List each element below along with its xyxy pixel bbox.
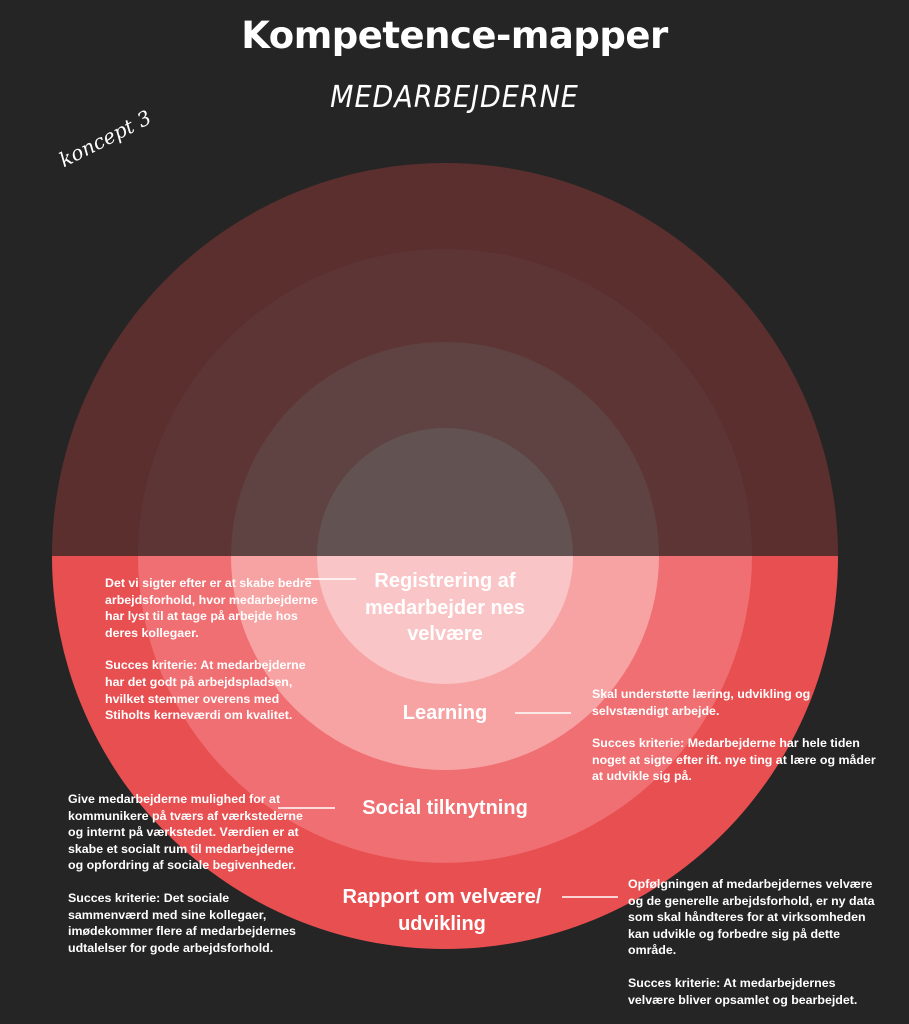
- ring-label-registrering: Registrering af medarbejder nes velvære: [364, 570, 526, 646]
- note-learning-text: Skal understøtte læring, udvikling og selvstændigt arbejde.: [592, 687, 811, 718]
- note-registrering-text: Det vi sigter efter er at skabe bedre arbejdsforhold, hvor medarbejderne har lyst til at tage på arbejde hos deres kollegaer.: [105, 576, 318, 640]
- ring-label-rapport: Rapport om velvære/ udvikling: [342, 886, 542, 935]
- note-rapport-text: Opfølgningen af medarbejdernes velvære og de generelle arbejdsforhold, er ny data som skal håndteres for at virksomheden kan udvikle og forbedre sig på dette område.: [628, 877, 875, 958]
- note-learning-criteria-text: Medarbejderne har hele tiden noget at sigte efter ift. nye ting at lære og måder at udvikle sig på.: [592, 736, 876, 784]
- note-social-criteria-label: Succes kriterie:: [68, 891, 161, 906]
- note-social: [68, 791, 308, 956]
- note-registrering: [105, 575, 327, 724]
- note-learning-criteria-label: Succes kriterie:: [592, 736, 685, 751]
- note-rapport-criteria-label: Succes kriterie:: [628, 976, 721, 991]
- concept-tag: koncept 3: [55, 105, 156, 172]
- note-registrering-criteria-label: Succes kriterie:: [105, 658, 198, 673]
- note-learning: [592, 686, 877, 785]
- note-social-text: Give medarbejderne mulighed for at kommunikere på tværs af værkstederne og internt på værkstedet. Værdien er at skabe et socialt rum til medarbejderne og opfordring af sociale begivenheder.: [68, 792, 303, 873]
- note-social-criteria-text: Det sociale sammenværd med sine kollegaer, imødekommer flere af medarbejdernes udtalelser for gode arbejdsforhold.: [68, 891, 296, 955]
- page-subtitle: MEDARBEJDERNE: [330, 80, 579, 115]
- note-rapport-criteria-text: At medarbejdernes velvære bliver opsamlet og bearbejdet.: [628, 976, 858, 1007]
- ring-label-learning: Learning: [402, 702, 488, 724]
- note-registrering-criteria-text: At medarbejderne har det godt på arbejdspladsen, hvilket stemmer overens med Stiholts kerneværdi om kvalitet.: [105, 658, 306, 723]
- page-title: Kompetence-mapper: [241, 14, 668, 57]
- note-rapport: [628, 876, 883, 1008]
- ring-label-social: Social tilknytning: [362, 797, 528, 819]
